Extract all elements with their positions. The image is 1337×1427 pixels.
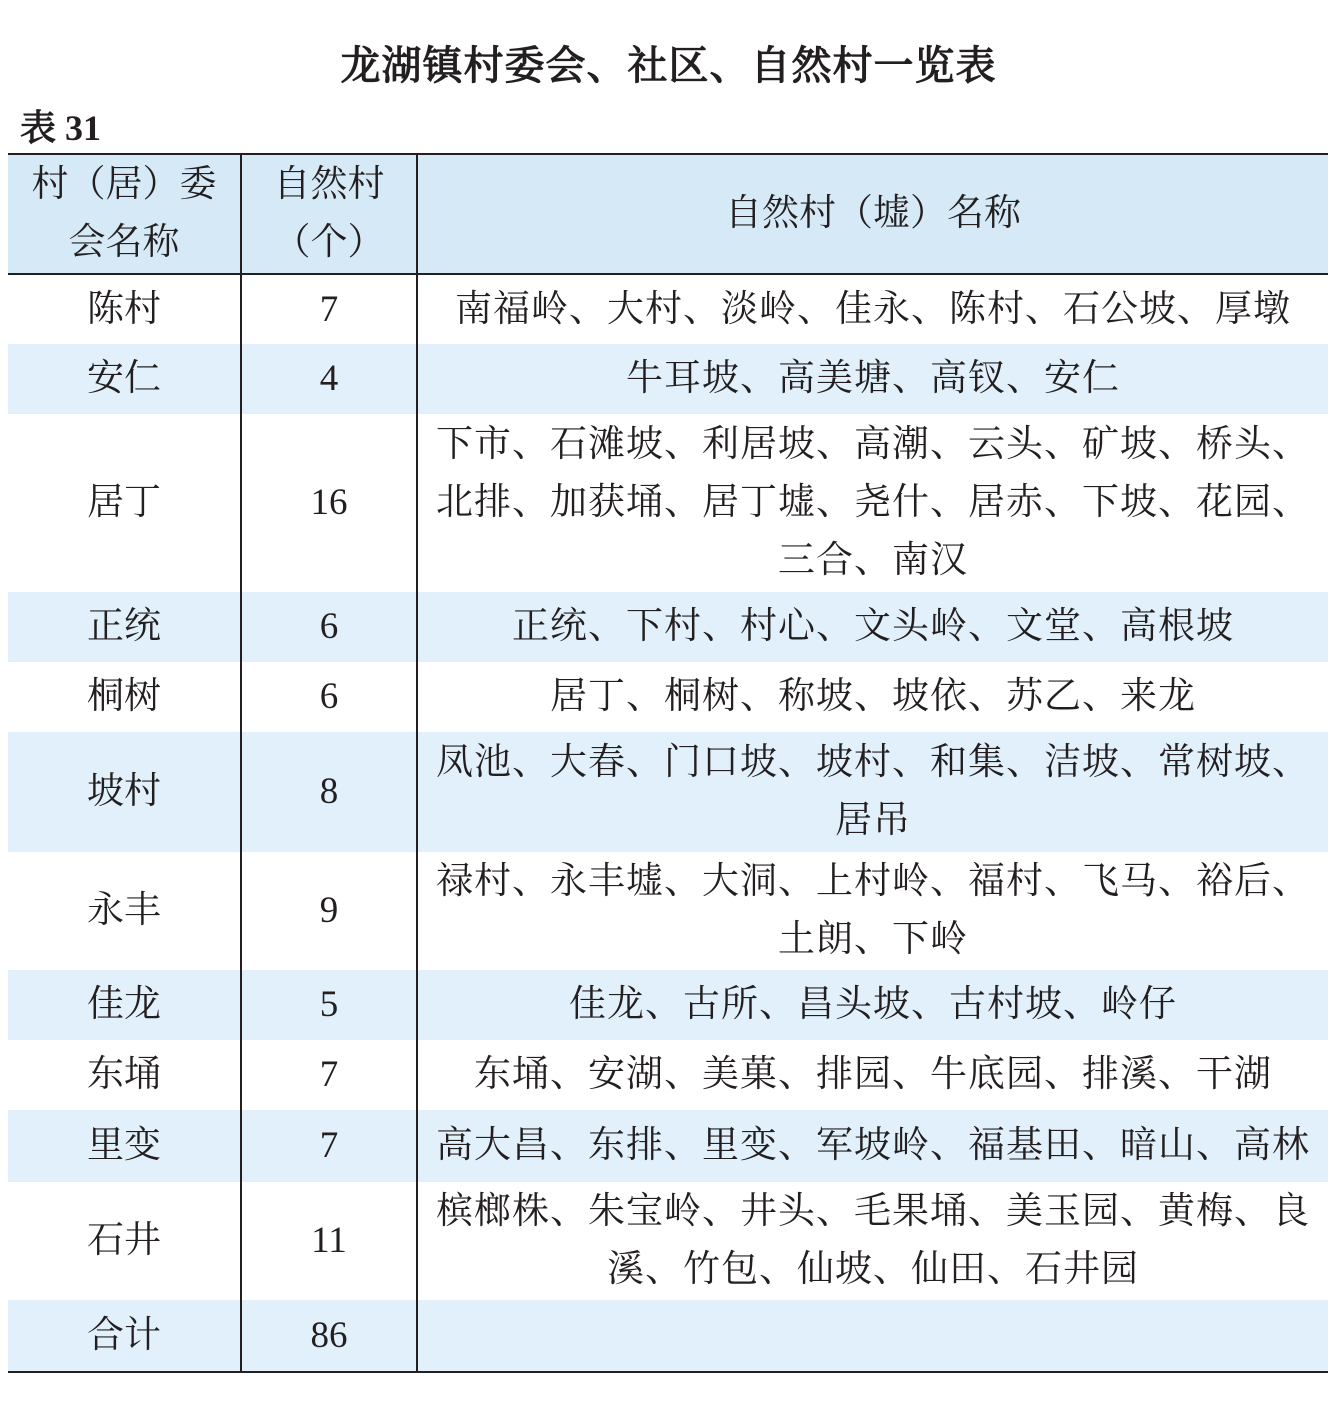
village-count-cell: 7 (241, 274, 417, 344)
village-table (8, 153, 1328, 1373)
village-count-cell: 9 (241, 852, 417, 970)
committee-name-cell: 石井 (87, 1220, 161, 1261)
village-names-cell: 凤池、大春、门口坡、坡村、和集、洁坡、常树坡、居吊 (417, 732, 1328, 852)
village-names-cell: 牛耳坡、高美塘、高钗、安仁 (417, 344, 1328, 414)
village-names-cell: 佳龙、古所、昌头坡、古村坡、岭仔 (417, 970, 1328, 1040)
village-names-cell: 槟榔株、朱宝岭、井头、毛果埇、美玉园、黄梅、良溪、竹包、仙坡、仙田、石井园 (417, 1182, 1328, 1300)
village-count-cell: 7 (241, 1040, 417, 1110)
committee-name-cell: 安仁 (8, 344, 241, 414)
table-row (8, 732, 1328, 852)
header-village-names: 自然村（墟）名称 (417, 154, 1328, 274)
committee-name-cell: 合计 (8, 1300, 241, 1372)
committee-name-cell: 里变 (8, 1110, 241, 1182)
committee-name-cell: 居丁 (87, 482, 161, 523)
village-names-cell: 禄村、永丰墟、大洞、上村岭、福村、飞马、裕后、土朗、下岭 (417, 852, 1328, 970)
committee-name-cell: 正统 (8, 592, 241, 662)
table-row (8, 344, 1328, 414)
table-row (8, 1040, 1328, 1110)
table-number: 表 31 (20, 108, 102, 148)
village-count-cell: 6 (241, 592, 417, 662)
village-names-cell: 下市、石滩坡、利居坡、高潮、云头、矿坡、桥头、北排、加获埇、居丁墟、尧什、居赤、下坡、花园、三合、南汉 (417, 414, 1328, 592)
village-names-cell: 正统、下村、村心、文头岭、文堂、高根坡 (417, 592, 1328, 662)
village-names-cell (417, 1300, 1328, 1372)
village-count-cell: 16 (241, 414, 417, 592)
committee-name-cell: 陈村 (87, 288, 161, 330)
village-names-cell: 高大昌、东排、里变、军坡岭、福基田、暗山、高林 (417, 1110, 1328, 1182)
village-count-cell: 7 (241, 1110, 417, 1182)
table-row (8, 1182, 1328, 1300)
table-row (8, 1300, 1328, 1372)
village-count-cell: 5 (241, 970, 417, 1040)
committee-name-cell: 东埇 (87, 1054, 161, 1095)
table-row (8, 662, 1328, 732)
village-count-cell: 4 (241, 344, 417, 414)
village-count-cell: 6 (241, 662, 417, 732)
table-row (8, 970, 1328, 1040)
table-row (8, 592, 1328, 662)
village-names-cell: 居丁、桐树、称坡、坡依、苏乙、来龙 (417, 662, 1328, 732)
village-count-cell: 8 (241, 732, 417, 852)
committee-name-cell: 坡村 (8, 732, 241, 852)
village-count-cell: 86 (241, 1300, 417, 1372)
table-header-row (8, 154, 1328, 274)
village-names-cell: 东埇、安湖、美菓、排园、牛底园、排溪、干湖 (417, 1040, 1328, 1110)
committee-name-cell: 永丰 (87, 890, 161, 931)
village-names-cell: 南福岭、大村、淡岭、佳永、陈村、石公坡、厚墩 (417, 274, 1328, 344)
committee-name-cell: 桐树 (87, 676, 161, 717)
table-row (8, 852, 1328, 970)
committee-name-cell: 佳龙 (8, 970, 241, 1040)
document-title: 龙湖镇村委会、社区、自然村一览表 (340, 44, 997, 88)
village-count-cell: 11 (241, 1182, 417, 1300)
header-committee-name: 村（居）委会名称 (8, 154, 241, 274)
table-row (8, 414, 1328, 592)
table-row (8, 274, 1328, 344)
header-village-count: 自然村（个） (241, 154, 417, 274)
table-row (8, 1110, 1328, 1182)
